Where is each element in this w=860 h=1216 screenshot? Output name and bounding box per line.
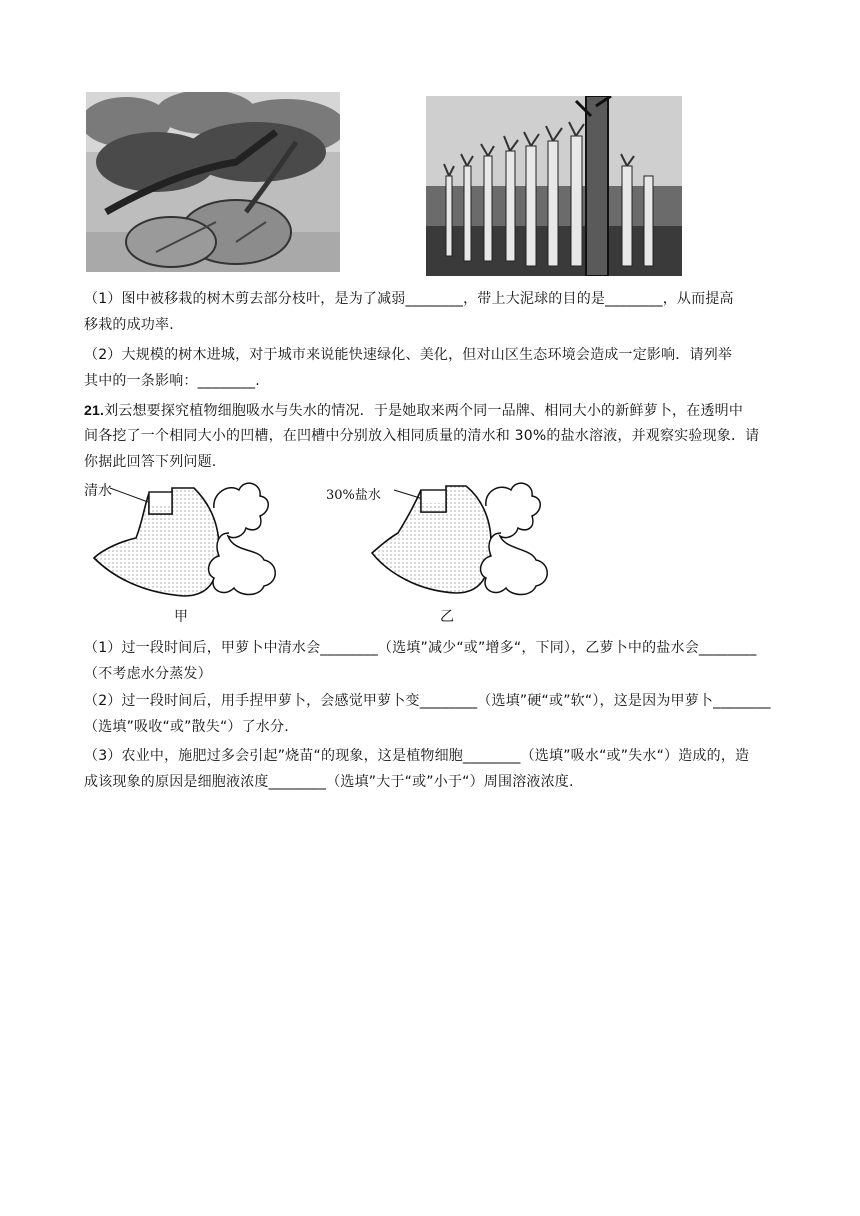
q21-intro-line1 xyxy=(84,400,778,421)
radish-diagram-left xyxy=(84,478,284,628)
q20-part2-line1: （2）大规模的树木进城，对于城市来说能快速绿化、美化，但对山区生态环境会造成一定影响．请列举 xyxy=(84,347,733,363)
q21-a3-line1: （3）农业中，施肥过多会引起”烧苗“的现象，这是植物细胞________（选填”吸水“或”失水“）造成的，造 xyxy=(84,748,750,764)
diagram-left-caption: 甲 xyxy=(174,609,188,625)
pruned-trees-photo xyxy=(426,96,682,276)
q21-a2-line1: （2）过一段时间后，用手捏甲萝卜，会感觉甲萝卜变________（选填”硬“或”软“），这是因为甲萝卜________ xyxy=(84,693,771,709)
q21-a2-line2: （选填”吸收“或”散失“）了水分. xyxy=(84,719,289,735)
q21-a3-line2: 成该现象的原因是细胞液浓度________（选填”大于“或”小于“）周围溶液浓度. xyxy=(84,774,574,790)
transplanted-tree-photo xyxy=(86,92,340,272)
diagram-left-label: 清水 xyxy=(84,483,112,499)
radish-diagram-right xyxy=(326,478,576,628)
diagram-right-label: 30%盐水 xyxy=(326,488,381,503)
q21-a1-line1: （1）过一段时间后，甲萝卜中清水会________（选填”减少“或”增多“，下同），乙萝卜中的盐水会________ xyxy=(84,640,757,656)
diagram-right-caption: 乙 xyxy=(440,609,454,625)
q21-intro-line2: 间各挖了一个相同大小的凹槽，在凹槽中分别放入相同质量的清水和 30%的盐水溶液，并观察实验现象．请 xyxy=(84,428,760,444)
q21-intro-text1: 刘云想要探究植物细胞吸水与失水的情况．于是她取来两个同一品牌、相同大小的新鲜萝卜，在透明中 xyxy=(104,403,744,419)
q21-number: 21. xyxy=(84,402,105,418)
q20-part1-line2: 移栽的成功率. xyxy=(84,317,174,333)
q20-part2-line2: 其中的一条影响：________. xyxy=(84,373,260,389)
q21-a1-line2: （不考虑水分蒸发） xyxy=(84,666,212,682)
q20-part1-line1: （1）图中被移栽的树木剪去部分枝叶，是为了减弱________，带上大泥球的目的是________，从而提高 xyxy=(84,291,734,307)
q21-intro-line3: 你据此回答下列问题. xyxy=(84,454,217,470)
